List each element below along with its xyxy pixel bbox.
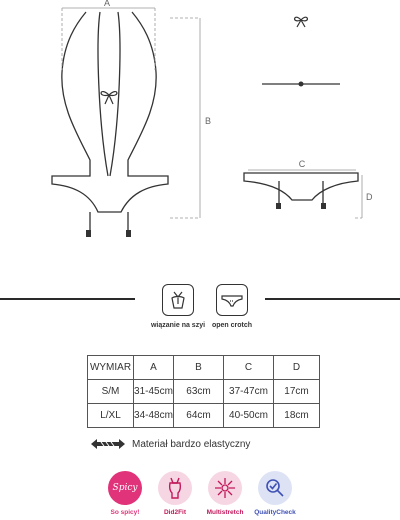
bodysuit-front-drawing (52, 12, 168, 232)
table-cell: 40-50cm (224, 404, 274, 428)
table-cell: 18cm (274, 404, 320, 428)
thong-clip-left (276, 203, 281, 209)
divider-left (0, 298, 135, 300)
garter-clip-right (126, 230, 131, 237)
table-header-cell: WYMIAR (88, 356, 134, 380)
table-row (88, 404, 320, 428)
badge-label: QualityCheck (254, 509, 296, 516)
divider-right (265, 298, 400, 300)
badge-quality-check (244, 471, 306, 516)
table-header-cell: C (224, 356, 274, 380)
table-cell: S/M (88, 380, 134, 404)
garter-clip-left (86, 230, 91, 237)
dimension-d-label: D (366, 192, 373, 202)
table-cell: 34-48cm (134, 404, 174, 428)
stretch-arrow-icon (90, 438, 126, 450)
table-cell: 64cm (174, 404, 224, 428)
back-strap (262, 82, 340, 87)
table-row (88, 380, 320, 404)
feature-label: wiązanie na szyi (150, 322, 206, 329)
size-table (87, 355, 320, 428)
multistretch-icon (208, 471, 242, 505)
table-header-cell: B (174, 356, 224, 380)
badge-label: Multistretch (206, 509, 244, 516)
table-header-cell: D (274, 356, 320, 380)
table-cell: L/XL (88, 404, 134, 428)
table-cell: 37-47cm (224, 380, 274, 404)
bodysuit-fit-icon (158, 471, 192, 505)
dimension-a-label: A (103, 0, 111, 8)
quality-check-icon (258, 471, 292, 505)
table-header-row (88, 356, 320, 380)
table-cell: 17cm (274, 380, 320, 404)
elastic-material-note (90, 438, 250, 450)
badge-label: So spicy! (110, 509, 140, 516)
back-bow-icon (295, 17, 308, 27)
table-header-cell: A (134, 356, 174, 380)
dimension-b-line (170, 18, 200, 218)
bow-icon (101, 92, 117, 104)
feature-open-crotch (192, 284, 272, 329)
thong-back-drawing (244, 173, 358, 206)
elastic-label: Materiał bardzo elastyczny (132, 438, 251, 450)
spicy-icon: Spicy (108, 471, 142, 505)
dimension-a-line (62, 8, 155, 70)
halter-neck-icon (162, 284, 194, 316)
open-crotch-icon (216, 284, 248, 316)
table-cell: 63cm (174, 380, 224, 404)
dimension-c-label: C (298, 159, 306, 169)
badge-label: Did2Fit (163, 509, 187, 516)
thong-clip-right (321, 203, 326, 209)
table-cell: 31-45cm (134, 380, 174, 404)
dimension-b-label: B (205, 116, 212, 126)
feature-label: open crotch (211, 322, 253, 329)
